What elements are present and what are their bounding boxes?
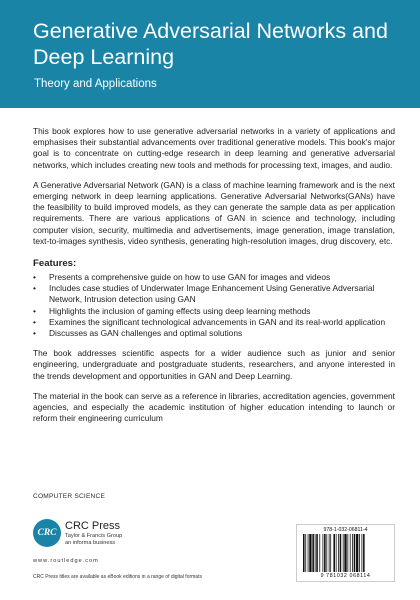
barcode-digits: 9 781032 068114 — [320, 573, 371, 579]
barcode-icon — [302, 534, 389, 572]
features-list — [33, 272, 395, 339]
feature-text: Highlights the inclusion of gaming effects using deep learning methods — [49, 305, 311, 316]
publisher-name: CRC Press — [65, 520, 121, 532]
audience-paragraph: The book addresses scientific aspects for a wider audience such as junior and senior engineering, undergraduate and postgraduate students, researchers, and anyone interested in the trends development and opportunities in GAN and Deep Learning. — [33, 348, 395, 381]
feature-text: Examines the significant technological advancements in GAN and its real-world application — [49, 316, 386, 327]
feature-item — [33, 306, 395, 317]
subject-category: COMPUTER SCIENCE — [33, 493, 106, 500]
feature-item — [33, 328, 395, 339]
feature-text: Discusses as GAN challenges and optimal solutions — [49, 328, 243, 339]
bullet-icon: • — [33, 283, 36, 294]
isbn-barcode — [296, 524, 395, 582]
description-paragraph-2: A Generative Adversarial Network (GAN) is a class of machine learning framework and is the next emerging network in deep learning applications. Generative Adversarial Networks(GANs) have the feasibility to build improved models, as they can generate the sample data as per application requirements. There are various applications of GAN in science and technology, including computer vision, security, multimedia and advertisements, image generation, image translation, text-to-images synthesis, video synthesis, generating high-resolution images, drug discovery, etc. — [33, 179, 395, 246]
feature-item — [33, 283, 395, 305]
feature-text: Includes case studies of Underwater Image Enhancement Using Generative Adversarial Network, Intrusion detection using GAN — [49, 283, 375, 305]
bullet-icon: • — [33, 305, 36, 316]
usage-paragraph: The material in the book can serve as a reference in libraries, accreditation agencies, government agencies, and especially the academic institution of higher education intending to launch or reform their engineering curriculum — [33, 390, 395, 424]
bullet-icon: • — [33, 272, 36, 283]
description-paragraph-1: This book explores how to use generative adversarial networks in a variety of applications and emphasises their substantial advancements over traditional generative models. This book's major goal is to concentrate on cutting-edge research in deep learning and generative adversarial networks, which includes creating new tools and methods for processing text, images, and audio. — [33, 126, 395, 170]
publisher-group: Taylor & Francis Group — [65, 533, 123, 539]
isbn-number: 978-1-032-06811-4 — [323, 527, 368, 533]
title-panel — [0, 0, 420, 108]
feature-item — [33, 317, 395, 328]
book-description — [33, 126, 395, 433]
publisher-url: www.routledge.com — [33, 558, 99, 564]
feature-text: Presents a comprehensive guide on how to use GAN for images and videos — [49, 272, 331, 283]
ebook-note: CRC Press titles are available as eBook editions in a range of digital formats — [33, 574, 202, 580]
crc-logo-icon: CRC — [33, 519, 61, 547]
features-heading: Features: — [33, 258, 77, 270]
book-title: Generative Adversarial Networks and Deep Learning — [33, 19, 388, 69]
feature-item — [33, 272, 395, 283]
bullet-icon: • — [33, 316, 36, 327]
publisher-tagline: an informa business — [65, 540, 116, 546]
book-subtitle: Theory and Applications — [34, 78, 157, 90]
bullet-icon: • — [33, 328, 36, 339]
